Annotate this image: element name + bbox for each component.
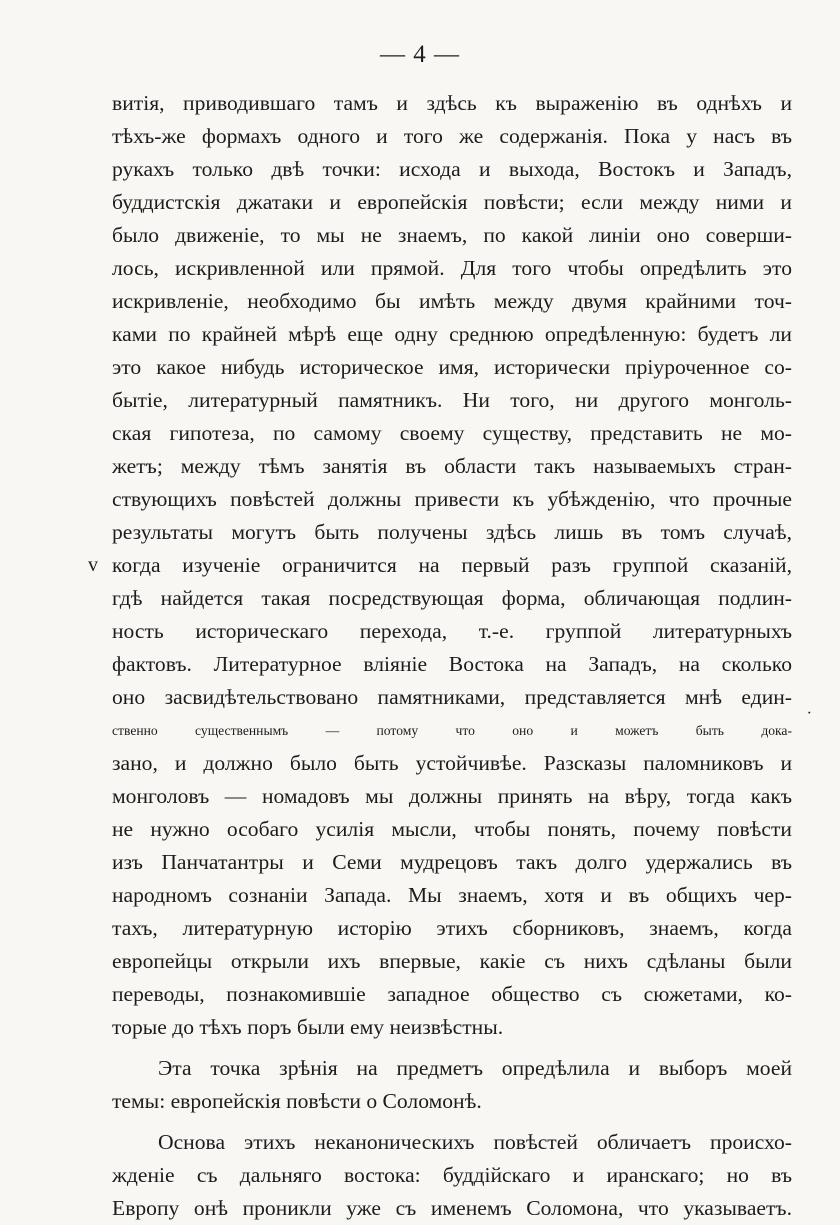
text-line: монголовъ — номадовъ мы должны принять на вѣру, тогда какъ [112, 784, 792, 808]
text-line: гдѣ найдется такая посредствующая форма, обличающая подлин- [112, 586, 792, 610]
page-number: — 4 — [380, 41, 460, 68]
paragraph-1 [88, 87, 812, 1044]
stray-dot: · [806, 705, 812, 722]
text-line: буддистскія джатаки и европейскія повѣсти; если между ними и [112, 190, 792, 214]
text-line: рукахъ только двѣ точки: исхода и выхода, Востокъ и Западъ, [112, 157, 792, 181]
text-line: изъ Панчатантры и Семи мудрецовъ такъ долго удержались въ [112, 850, 792, 874]
text-line: бытіе, литературный памятникъ. Ни того, ни другого монголь- [112, 388, 792, 412]
text-line: было движеніе, то мы не знаемъ, по какой линіи оно соверши- [112, 223, 792, 247]
text-line: результаты могутъ быть получены здѣсь лишь въ томъ случаѣ, [112, 520, 792, 544]
text-line: зано, и должно было быть устойчивѣе. Разсказы паломниковъ и [112, 751, 792, 775]
text-line: переводы, познакомившіе западное общество съ сюжетами, ко- [112, 982, 792, 1006]
text-line-content: когда изученіе ограничится на первый разъ группой сказаній, [112, 553, 792, 577]
text-line: тахъ, литературную исторію этихъ сборниковъ, знаемъ, когда [112, 916, 792, 940]
margin-mark: v [88, 554, 98, 576]
text-line: оно засвидѣтельствовано памятниками, представляется мнѣ един- [112, 685, 792, 709]
text-line: жетъ; между тѣмъ занятія въ области такъ называемыхъ стран- [112, 454, 792, 478]
text-line: народномъ сознаніи Запада. Мы знаемъ, хотя и въ общихъ чер- [112, 883, 792, 907]
text-line: ками по крайней мѣрѣ еще одну среднюю опредѣленную: будетъ ли [112, 322, 792, 346]
text-line: это какое нибудь историческое имя, исторически пріуроченное со- [112, 355, 792, 379]
text-line: темы: европейскія повѣсти о Соломонѣ. [112, 1089, 482, 1113]
text-line: ская гипотеза, по самому своему существу, представить не мо- [112, 421, 792, 445]
text-line-content: ственно существеннымъ — потому что оно и можетъ быть дока- [112, 723, 792, 738]
text-line: тѣхъ-же формахъ одного и того же содержанія. Пока у насъ въ [112, 124, 792, 148]
text-line: фактовъ. Литературное вліяніе Востока на Западъ, на сколько [112, 652, 792, 676]
text-line: лось, искривленной или прямой. Для того чтобы опредѣлить это [112, 256, 792, 280]
text-line: витія, приводившаго тамъ и здѣсь къ выраженію въ однѣхъ и [112, 91, 792, 115]
text-line: Основа этихъ неканоническихъ повѣстей обличаетъ происхо- [158, 1130, 792, 1154]
text-line: не нужно особаго усилія мысли, чтобы понять, почему повѣсти [112, 817, 792, 841]
paragraph-2 [112, 1052, 792, 1118]
paragraph-gap [112, 1044, 792, 1052]
text-line: ствующихъ повѣстей должны привести къ убѣжденію, что прочные [112, 487, 792, 511]
paragraph-gap [112, 1118, 792, 1126]
text-line: Эта точка зрѣнія на предметъ опредѣлила и выборъ моей [158, 1056, 792, 1080]
text-line: ность историческаго перехода, т.-е. группой литературныхъ [112, 619, 792, 643]
text-line: Европу онѣ проникли уже съ именемъ Соломона, что указываетъ. [112, 1196, 792, 1220]
text-line: европейцы открыли ихъ впервые, какіе съ нихъ сдѣланы были [112, 949, 792, 973]
text-line: жденіе съ дальняго востока: буддійскаго и иранскаго; но въ [112, 1163, 792, 1187]
text-line: торые до тѣхъ поръ были ему неизвѣстны. [112, 1015, 504, 1039]
text-line: искривленіе, необходимо бы имѣть между двумя крайними точ- [112, 289, 792, 313]
body-text [88, 87, 812, 1225]
text-line-with-stray-dot [112, 705, 812, 747]
text-line-with-margin-mark [88, 549, 792, 582]
paragraph-3 [112, 1126, 792, 1225]
